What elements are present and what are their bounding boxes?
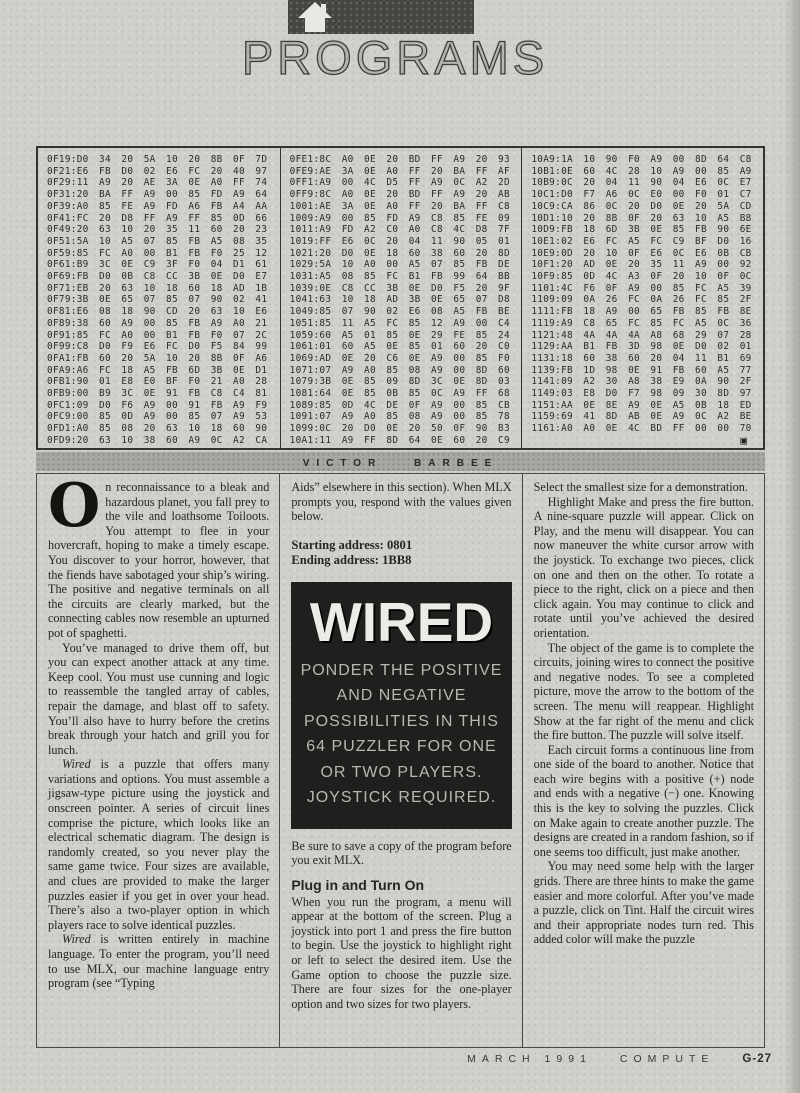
hex-line: 1109:09 0A 26 FC 0A 26 FC 85 2F (531, 294, 752, 306)
paragraph: Be sure to save a copy of the program before you exit MLX. (291, 838, 512, 868)
hex-line: 0F99:C8 D0 F9 E6 FC D0 F5 84 99 (47, 341, 268, 353)
paragraph: You may need some help with the larger grids. There are three hints to make the game easier and more colorful. After you’ve made a puzzle, click on Tint. Half the circuit wires and their appropriate nodes turn red. This added color will make the puzzle (533, 859, 754, 947)
hex-line: 0FA9:A6 FC 18 A5 FB 6D 3B 0E D1 (47, 364, 268, 376)
paragraph: You’ve managed to drive them off, but you can expect another attack at any time. Keep cool. You must use cunning and logic to reassemble the tangled array of cables, repair the damage, and blast off to safety. You’ll also have to hurry before the cretins break through your hatch and grill you for lunch. (48, 640, 270, 757)
paragraph (48, 932, 269, 990)
hex-line: 1021:20 D0 0E 18 60 38 60 20 8D (289, 247, 510, 259)
byline-bar (36, 452, 765, 471)
hex-line: 1091:07 A9 A0 85 08 A9 00 85 78 (289, 411, 510, 423)
hex-line: 0F89:38 60 A9 00 85 FB A9 A0 21 (47, 317, 268, 329)
mlx-addresses (291, 538, 511, 568)
game-name-italic: Wired (62, 932, 91, 947)
hex-line: 1061:01 60 A5 0E 85 01 60 20 C0 (289, 341, 510, 353)
hex-line: 0F49:20 63 10 20 35 11 60 20 23 (47, 224, 268, 236)
footer-magazine: COMPUTE (619, 1053, 715, 1065)
hex-line: 1089:85 0D 4C DE 0F A9 00 85 CB (289, 399, 510, 411)
hex-line: 1001:AE 3A 0E A0 FF 20 BA FF C8 (289, 200, 510, 212)
hex-line: 0F69:FB D0 0B C8 CC 3B 0E D0 E7 (47, 271, 268, 283)
hex-line: 1069:AD 0E 20 C6 0E A9 00 85 F0 (289, 352, 510, 364)
hex-listing-box (36, 146, 765, 450)
hex-line: 1161:A0 A0 0E 4C BD FF 00 00 70 (531, 423, 752, 435)
article-column-1 (37, 474, 279, 1047)
article-column-2 (279, 474, 521, 1047)
end-of-listing-icon: ▣ (740, 433, 748, 447)
hex-line: 0F41:FC 20 D8 FF A9 FF 85 0D 66 (47, 212, 268, 224)
tagline-line: 64 PUZZLER FOR ONE (306, 738, 497, 756)
article (36, 473, 765, 1048)
tagline-line: PONDER THE POSITIVE (300, 661, 503, 679)
tagline-line: JOYSTICK REQUIRED. (306, 789, 497, 807)
hex-line: 1049:85 07 90 02 E6 08 A5 FB BE (289, 306, 510, 318)
hex-line: 10C1:D0 F7 A6 0C E0 00 F0 01 C7 (531, 189, 752, 201)
hex-listing-column-3-lines (531, 154, 761, 435)
hex-line: 10C9:CA 86 0C 20 D0 0E 20 5A CD (531, 200, 752, 212)
article-column-3 (522, 474, 764, 1047)
hex-line: 0FB9:00 B9 3C 0E 91 FB C8 C4 81 (47, 388, 268, 400)
hex-line: 1039:0E C8 CC 3B 0E D0 F5 20 9F (289, 282, 510, 294)
hex-line: 0F51:5A 10 A5 07 85 FB A5 08 35 (47, 235, 268, 247)
hex-line: 0F21:E6 FB D0 02 E6 FC 20 40 97 (47, 165, 268, 177)
hex-line: 0FA1:FB 60 20 5A 10 20 8B 0F A6 (47, 352, 268, 364)
hex-line: 0FE9:AE 3A 0E A0 FF 20 BA FF AF (289, 165, 510, 177)
hex-line: 0F19:D0 34 20 5A 10 20 8B 0F 7D (47, 154, 268, 165)
hex-line: 1079:3B 0E 85 09 8D 3C 0E 8D 03 (289, 376, 510, 388)
hex-line: 1111:FB 18 A9 00 65 FB 85 FB 8E (531, 306, 752, 318)
paragraph-text: n reconnaissance to a bleak and hazardous planet, you fall prey to the vile and loathsome Toiloots. You attempt to flee in your hovercraft, hoping to make a timely escape. You discover to your horror, however, that the fiends have sabotaged your ship’s wiring. The positive and negative terminals on all the circuits are clearly marked, but the connecting cables now resemble an upturned pot of spaghetti. (48, 480, 270, 640)
hex-line: 0FC1:09 D0 F6 A9 00 91 FB A9 F9 (47, 399, 268, 411)
hex-line: 1059:60 A5 01 85 0E 29 FE 85 24 (289, 329, 510, 341)
page-edge-shadow (784, 0, 800, 1093)
hex-line: 0F91:85 FC A0 00 B1 FB F0 07 2C (47, 329, 268, 341)
hex-line: 0FB1:90 01 E8 E0 BF F0 21 A0 28 (47, 376, 268, 388)
hex-line: 1131:18 60 38 60 20 04 11 B1 69 (531, 352, 752, 364)
hex-line: 0F59:85 FC A0 00 B1 FB F0 25 12 (47, 247, 268, 259)
footer-page-number: G-27 (742, 1053, 772, 1065)
hex-line: 0F31:20 BA FF A9 00 85 FD A9 64 (47, 189, 268, 201)
hex-line: 1101:4C F6 0F A9 00 85 FC A5 39 (531, 282, 752, 294)
paragraph: Aids” elsewhere in this section). When MLX prompts you, respond with the values given below. (291, 480, 512, 524)
hex-line: 10E1:02 E6 FC A5 FC C9 BF D0 16 (531, 235, 752, 247)
hex-line: 0FD9:20 63 10 38 60 A9 0C A2 CA (47, 434, 268, 446)
hex-line: 0FC9:00 85 0D A9 00 85 07 A9 53 (47, 411, 268, 423)
hex-line: 0FE1:8C A0 0E 20 BD FF A9 20 93 (289, 154, 510, 165)
hex-line: 10A1:11 A9 FF 8D 64 0E 60 20 C9 (289, 434, 510, 446)
hex-line: 10E9:0D 20 10 0F E6 0C E6 0B CB (531, 247, 752, 259)
hex-line: 10B9:0C 20 04 11 90 04 E6 0C E7 (531, 177, 752, 189)
hex-line: 1141:09 A2 30 A8 38 E9 0A 90 2F (531, 376, 752, 388)
ending-address: Ending address: 1BB8 (291, 552, 412, 567)
game-title: WIRED (309, 590, 494, 653)
hex-line: 10F9:85 0D 4C A3 0F 20 10 0F 0C (531, 271, 752, 283)
hex-line: 10D9:FB 18 6D 3B 0E 85 FB 90 6E (531, 224, 752, 236)
paragraph: When you run the program, a menu will appear at the bottom of the screen. Plug a joystick into port 1 and press the fire button to begin. Use the joystick to highlight right or left to select the desired item. Use the Game option to choose the puzzle size. There are four sizes for the one-player option and two sizes for two players. (291, 894, 512, 1011)
starting-address: Starting address: 0801 (291, 537, 413, 552)
hex-line: 1099:0C 20 D0 0E 20 50 0F 90 B3 (289, 423, 510, 435)
page-title: PROGRAMS (241, 31, 549, 84)
hex-line: 0FF1:A9 00 4C D5 FF A9 0C A2 2D (289, 177, 510, 189)
hex-line: 10A9:1A 10 90 F0 A9 00 8D 64 C8 (531, 154, 752, 165)
hex-line: 10F1:20 AD 0E 20 35 11 A9 00 92 (531, 259, 752, 271)
hex-line: 1019:FF E6 0C 20 04 11 90 05 01 (289, 235, 510, 247)
hex-line: 1159:69 41 8D AB 0E A9 0C A2 BE (531, 411, 752, 423)
paragraph-text: is a puzzle that offers many variations and options. You must assemble a jigsaw-type picture using the joystick and onscreen pointer. A series of circuit lines comprise the picture, which looks like an electrical schematic diagram. The design is randomly created, so you never play the same game twice. Four sizes are available, and clues are provided to make the larger puzzles easier if you get in over your head. There’s also a two-player option in which players race to solve identical puzzles. (48, 757, 270, 932)
hex-line: 0F79:3B 0E 65 07 85 07 90 02 41 (47, 294, 268, 306)
hex-line: 1009:A9 00 85 FD A9 C8 85 FE 09 (289, 212, 510, 224)
page-footer (467, 1053, 772, 1065)
paragraph (48, 474, 270, 641)
hex-line: 0F39:A0 85 FE A9 FD A6 FB A4 AA (47, 200, 268, 212)
hex-line: 1119:A9 C8 65 FC 85 FC A5 0C 36 (531, 317, 752, 329)
hex-line: 0F61:B9 3C 0E C9 3F F0 04 D1 61 (47, 259, 268, 271)
hex-line: 1071:07 A9 A0 85 08 A9 00 8D 60 (289, 364, 510, 376)
hex-line: 1041:63 10 18 AD 3B 0E 65 07 D8 (289, 294, 510, 306)
hex-line: 1121:48 4A 4A 4A A8 68 29 07 28 (531, 329, 752, 341)
paragraph: Each circuit forms a continuous line from one side of the board to another. Notice that each wire begins with a positive (+) node and ends with a negative (−) one. Knowing this is the key to solving the puzzles. Click on Make again to create another puzzle. The designs are created in a random fashion, so if one seems too difficult, just make another. (533, 742, 754, 859)
tagline-line: AND NEGATIVE (336, 687, 467, 705)
paragraph: Highlight Make and press the fire button. A nine-square puzzle will appear. Click on Play, and the menu will disappear. You can now maneuver the white cursor arrow with the joystick. To exchange two pieces, click on one and then on the other. To rotate a piece to the right, click on a piece and then click again. You may continue to click and rotate until you’ve achieved the desired orientation. (533, 494, 754, 640)
hex-line: 1139:FB 1D 98 0E 91 FB 60 A5 77 (531, 364, 752, 376)
hex-line: 0FD1:A0 85 08 20 63 10 18 60 90 (47, 423, 268, 435)
hex-line: 1011:A9 FD A2 C0 A0 C8 4C D8 7F (289, 224, 510, 236)
paragraph: Select the smallest size for a demonstration. (533, 480, 748, 494)
hex-listing-column-1 (38, 148, 280, 448)
tagline-line: OR TWO PLAYERS. (320, 763, 483, 781)
wired-title-box (291, 582, 511, 829)
game-name-italic: Wired (62, 757, 91, 772)
hex-line: 1149:03 E8 D0 F7 98 09 30 8D 97 (531, 388, 752, 400)
footer-month: MARCH 1991 (467, 1053, 592, 1065)
hex-line: 1051:85 11 A5 FC 85 12 A9 00 C4 (289, 317, 510, 329)
hex-line: 1081:64 0E 85 0B 85 0C A9 FF 68 (289, 388, 510, 400)
paragraph: The object of the game is to complete the circuits, joining wires to connect the positive and negative nodes. To see a completed picture, move the arrow to the bottom of the screen. The menu will reappear. Highlight Show at the far right of the menu and click the fire button. The puzzle will solve itself. (533, 640, 754, 743)
header-black-box (288, 0, 474, 34)
drop-cap: O (48, 474, 101, 541)
hex-line: 0F71:EB 20 63 10 18 60 18 AD 1B (47, 282, 268, 294)
game-tagline (295, 658, 507, 811)
hex-line: 0F81:E6 08 18 90 CD 20 63 10 E6 (47, 306, 268, 318)
hex-line: 0FF9:8C A0 0E 20 BD FF A9 20 AB (289, 189, 510, 201)
hex-line: 1029:5A 10 A0 00 A5 07 85 FB DE (289, 259, 510, 271)
hex-line: 10B1:0E 60 4C 28 10 A9 00 85 A9 (531, 165, 752, 177)
paragraph-text: is written entirely in machine language. To enter the program, you’ll need to use MLX, our machine language entry program (see “Typing (48, 932, 270, 991)
byline-author: VICTOR BARBEE (302, 458, 499, 469)
house-icon (296, 1, 334, 33)
tagline-line: POSSIBILITIES IN THIS (304, 712, 499, 730)
hex-line: 1129:AA B1 FB 3D 98 0E D0 02 01 (531, 341, 752, 353)
section-heading: Plug in and Turn On (291, 876, 425, 893)
hex-listing-column-3 (521, 148, 763, 448)
paragraph (48, 757, 269, 932)
hex-line: 1031:A5 08 85 FC B1 FB 99 64 BB (289, 271, 510, 283)
hex-line: 10D1:10 20 8B 0F 20 63 10 A5 B8 (531, 212, 752, 224)
hex-line: 0F29:11 A9 20 AE 3A 0E A0 FF 74 (47, 177, 268, 189)
hex-listing-column-2 (280, 148, 522, 448)
hex-line: 1151:AA 0E 8E A9 0E A5 0B 18 ED (531, 399, 752, 411)
